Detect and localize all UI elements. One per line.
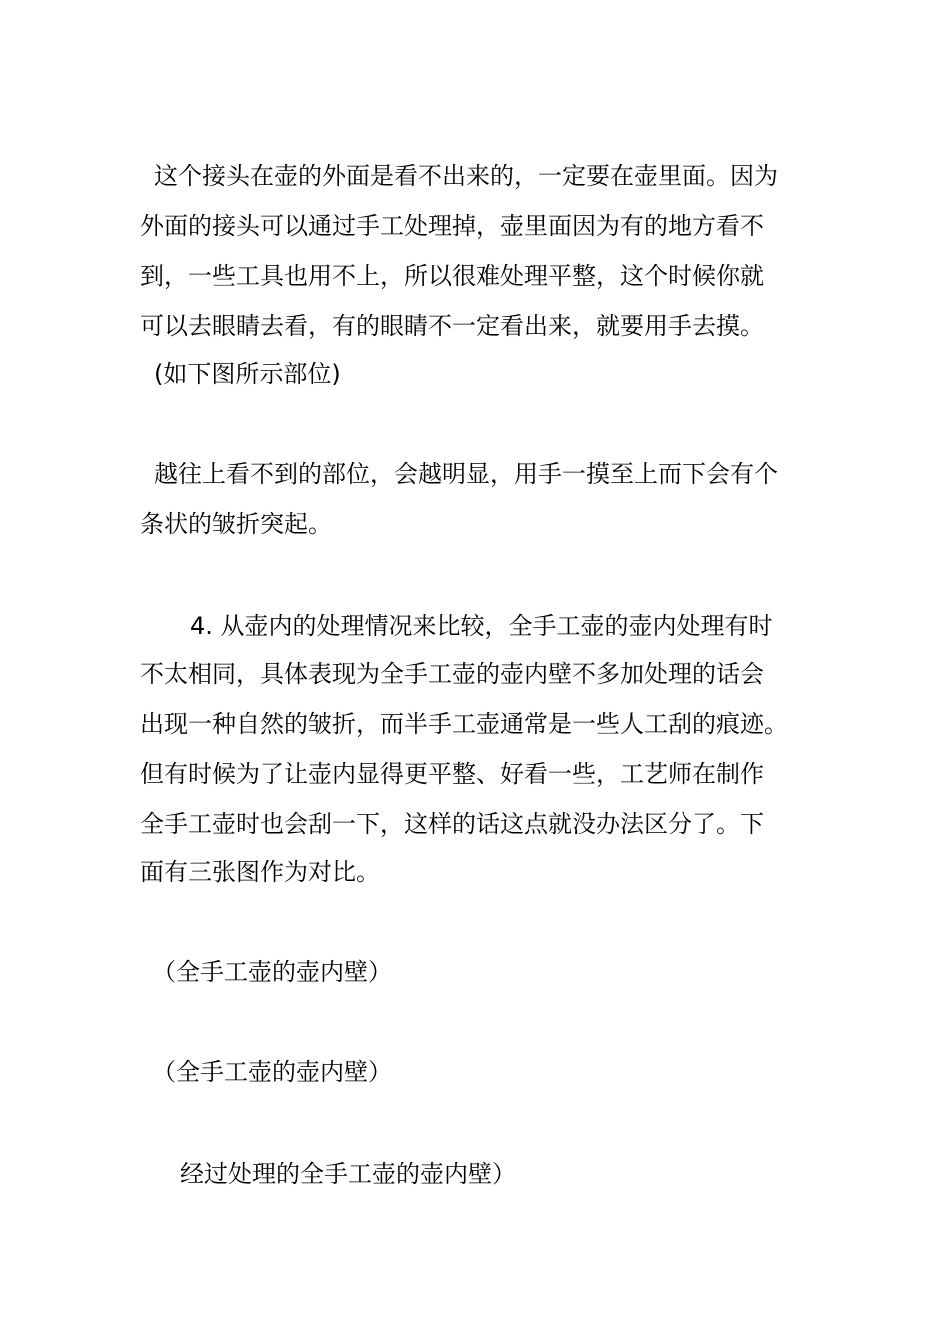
paragraph1-line-4: 可以去眼睛去看，有的眼睛不一定看出来，就要用手去摸。 [140,312,764,340]
paragraph2-line-2: 条状的皱折突起。 [140,510,332,538]
paragraph1-line-1: 这个接头在壶的外面是看不出来的，一定要在壶里面。因为 [154,162,778,190]
caption-2: （全手工壶的壶内壁） [152,1058,392,1086]
paragraph1-line-5: (如下图所示部位) [154,360,341,388]
paragraph1-line-3: 到，一些工具也用不上，所以很难处理平整，这个时候你就 [140,262,764,290]
caption-1: （全手工壶的壶内壁） [152,958,392,986]
paragraph2-line-1: 越往上看不到的部位，会越明显，用手一摸至上而下会有个 [154,460,778,488]
caption-3: 经过处理的全手工壶的壶内壁） [180,1160,516,1188]
paragraph3-line-1: 4. 从壶内的处理情况来比较，全手工壶的壶内处理有时 [190,612,773,640]
paragraph3-line-4: 但有时候为了让壶内显得更平整、好看一些，工艺师在制作 [140,760,764,788]
paragraph3-line-3: 出现一种自然的皱折，而半手工壶通常是一些人工刮的痕迹。 [140,710,788,738]
paragraph1-line-2: 外面的接头可以通过手工处理掉，壶里面因为有的地方看不 [140,212,764,240]
paragraph3-line-5: 全手工壶时也会刮一下，这样的话这点就没办法区分了。下 [140,810,764,838]
paragraph3-line-6: 面有三张图作为对比。 [140,858,380,886]
paragraph3-line-2: 不太相同，具体表现为全手工壶的壶内壁不多加处理的话会 [140,660,764,688]
